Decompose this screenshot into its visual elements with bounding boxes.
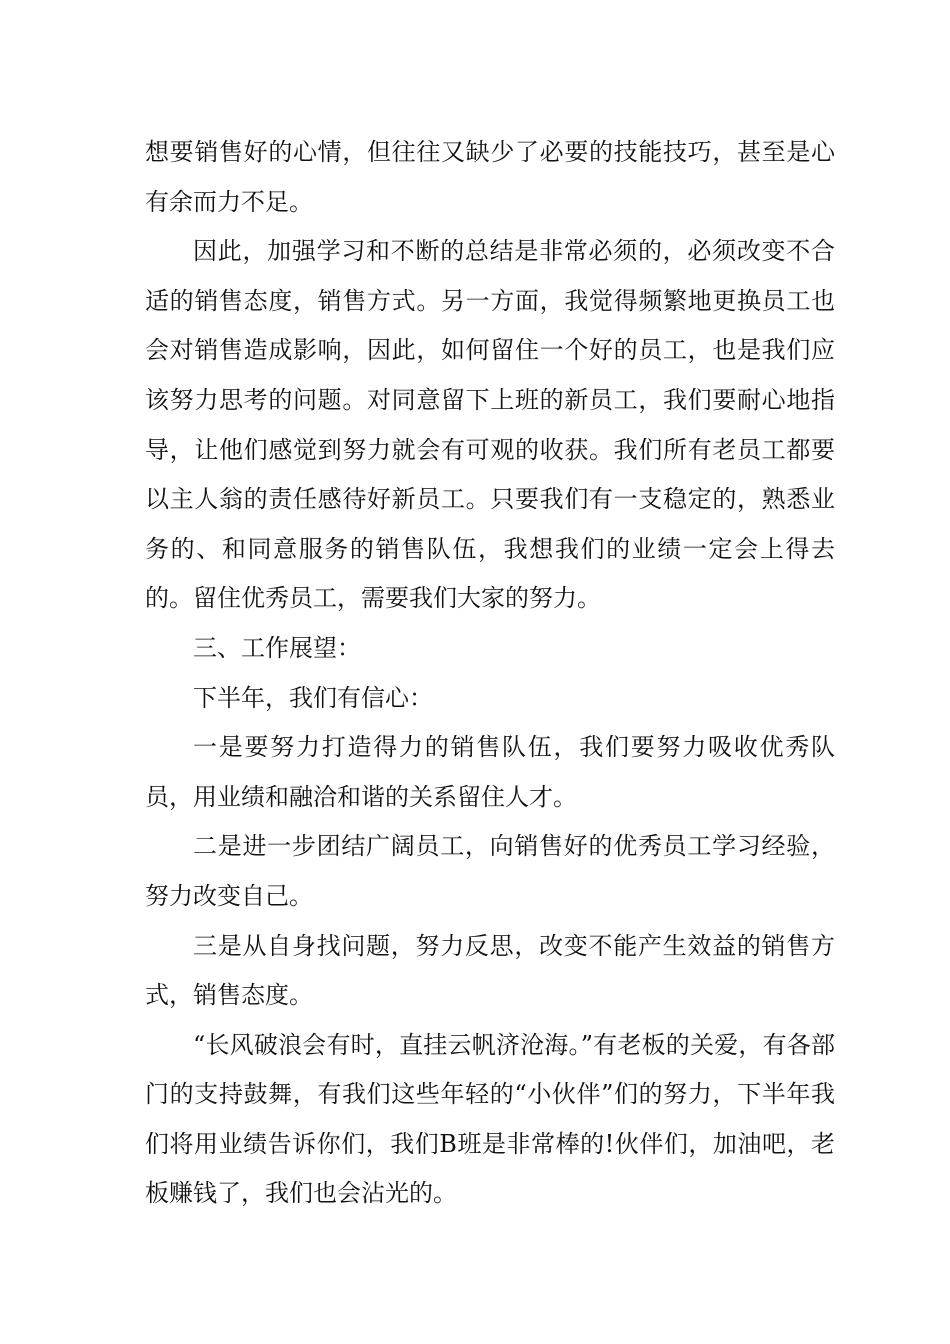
paragraph-point-two: 二是进一步团结广阔员工，向销售好的优秀员工学习经验，努力改变自己。	[145, 832, 835, 910]
paragraph-retention: 因此，加强学习和不断的总结是非常必须的，必须改变不合适的销售态度，销售方式。另一方面，我觉得频繁地更换员工也会对销售造成影响，因此，如何留住一个好的员工，也是我们应该努力思考的问题。对同意留下上班的新员工，我们要耐心地指导，让他们感觉到努力就会有可观的收获。我们所有老员工都要以主人翁的责任感待好新员工。只要我们有一支稳定的，熟悉业务的、和同意服务的销售队伍，我想我们的业绩一定会上得去的。留住优秀员工，需要我们大家的努力。	[145, 237, 835, 613]
section-heading-outlook: 三、工作展望：	[193, 633, 361, 662]
paragraph-point-one: 一是要努力打造得力的销售队伍，我们要努力吸收优秀队员，用业绩和融洽和谐的关系留住人才。	[145, 733, 835, 811]
document-body	[145, 128, 835, 1219]
paragraph-confidence: 下半年，我们有信心：	[193, 683, 433, 712]
paragraph-closing: “长风破浪会有时，直挂云帆济沧海。”有老板的关爱，有各部门的支持鼓舞，有我们这些年轻的“小伙伴”们的努力，下半年我们将用业绩告诉你们，我们B班是非常棒的!伙伴们，加油吧，老板赚钱了，我们也会沾光的。	[145, 1030, 835, 1208]
paragraph-continuation: 想要销售好的心情，但往往又缺少了必要的技能技巧，甚至是心有余而力不足。	[145, 138, 835, 216]
paragraph-point-three: 三是从自身找问题，努力反思，改变不能产生效益的销售方式，销售态度。	[145, 931, 835, 1010]
